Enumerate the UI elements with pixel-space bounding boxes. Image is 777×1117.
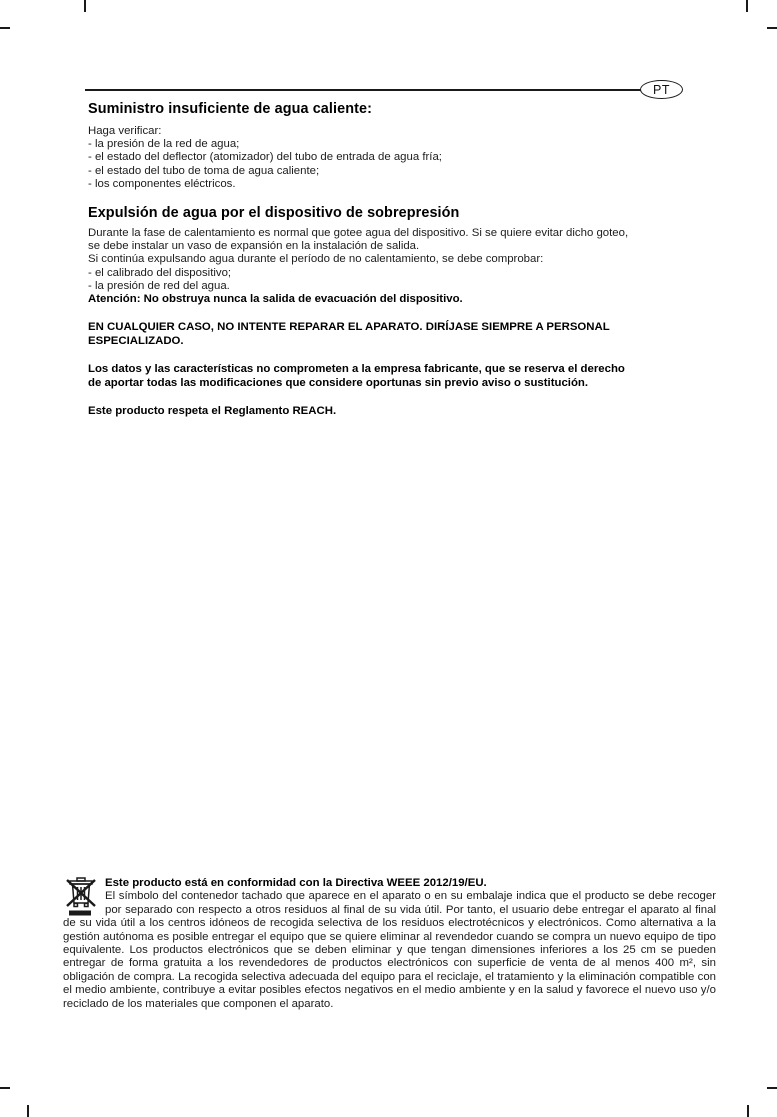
- notice-line: Los datos y las características no comprometen a la empresa fabricante, que se reserva el derecho: [88, 363, 625, 375]
- weee-directive-title: Este producto está en conformidad con la Directiva WEEE 2012/19/EU.: [105, 877, 487, 889]
- weee-body-text: El símbolo del contenedor tachado que aparece en el aparato o en su embalaje indica que el producto se debe recoger por separado con respecto a otros residuos al final de su vida útil. Por tanto, el usuario debe entregar el aparato al final de su vida útil a los centros idóneos de recogida selectiva de los residuos electrotécnicos y electrónicos. Como alternativa a la gestión autónoma es posible entregar el equipo que se quiere eliminar al revendedor cuando se compra un nuevo equipo de tipo equivalente. Los productos electrónicos que se deben eliminar y que tengan dimensiones inferiores a los 25 cm se pueden entregar de forma gratuita a los revendedores de productos electrónicos con superficie de venta de al menos 400 m², sin obligación de compra. La recogida selectiva adecuada del equipo para el reciclaje, el tratamiento y la eliminación compatible con el medio ambiente, contribuye a evitar posibles efectos negativos en el medio ambiente y en la salud y favorece el nuevo uso y/o reciclado de los materiales que componen el aparato.: [63, 890, 716, 1010]
- language-badge: [640, 80, 683, 99]
- paragraph-line: se debe instalar un vaso de expansión en la instalación de salida.: [88, 240, 420, 253]
- language-badge-label: PT: [653, 82, 670, 97]
- weee-crossed-out-wheeled-bin-icon: [63, 877, 104, 917]
- notice-line: de aportar todas las modificaciones que considere oportunas sin previo aviso o sustitución.: [88, 377, 589, 389]
- checklist-line: Haga verificar:: [88, 125, 162, 137]
- notice-manufacturer-rights: [88, 362, 625, 390]
- section-title-overpressure-expulsion: Expulsión de agua por el dispositivo de sobrepresión: [88, 205, 460, 221]
- header-rule: [85, 89, 641, 91]
- overpressure-paragraph: [88, 227, 628, 306]
- attention-warning-line: Atención: No obstruya nunca la salida de evacuación del dispositivo.: [88, 293, 463, 306]
- checklist-line: - el estado del tubo de toma de agua caliente;: [88, 164, 320, 177]
- notice-line: ESPECIALIZADO.: [88, 335, 184, 347]
- paragraph-line: Durante la fase de calentamiento es normal que gotee agua del dispositivo. Si se quiere evitar dicho goteo,: [88, 227, 629, 239]
- crop-mark-top-left-horizontal: [0, 27, 10, 29]
- paragraph-line: - el calibrado del dispositivo;: [88, 266, 232, 279]
- crop-mark-top-right-vertical: [746, 0, 748, 12]
- checklist-line: - la presión de la red de agua;: [88, 138, 240, 151]
- crop-mark-bottom-right-horizontal: [767, 1087, 777, 1089]
- notice-line: Este producto respeta el Reglamento REACH.: [88, 405, 337, 417]
- section-title-insufficient-hot-water: Suministro insuficiente de agua caliente:: [88, 101, 372, 117]
- paragraph-line: Si continúa expulsando agua durante el período de no calentamiento, se debe comprobar:: [88, 253, 544, 266]
- notice-reach-compliance: [88, 404, 336, 418]
- crop-mark-bottom-left-vertical: [27, 1105, 29, 1117]
- notice-do-not-repair: [88, 320, 610, 348]
- insufficient-hot-water-checklist: [88, 125, 442, 191]
- notice-line: EN CUALQUIER CASO, NO INTENTE REPARAR EL APARATO. DIRÍJASE SIEMPRE A PERSONAL: [88, 321, 610, 333]
- crop-mark-bottom-left-horizontal: [0, 1087, 10, 1089]
- paragraph-line: - la presión de red del agua.: [88, 279, 230, 292]
- crop-mark-bottom-right-vertical: [747, 1105, 749, 1117]
- weee-directive-section: [63, 877, 716, 1011]
- crop-mark-top-left-vertical: [84, 0, 86, 12]
- checklist-line: - el estado del deflector (atomizador) del tubo de entrada de agua fría;: [88, 151, 442, 164]
- crop-mark-top-right-horizontal: [767, 27, 777, 29]
- checklist-line: - los componentes eléctricos.: [88, 177, 236, 190]
